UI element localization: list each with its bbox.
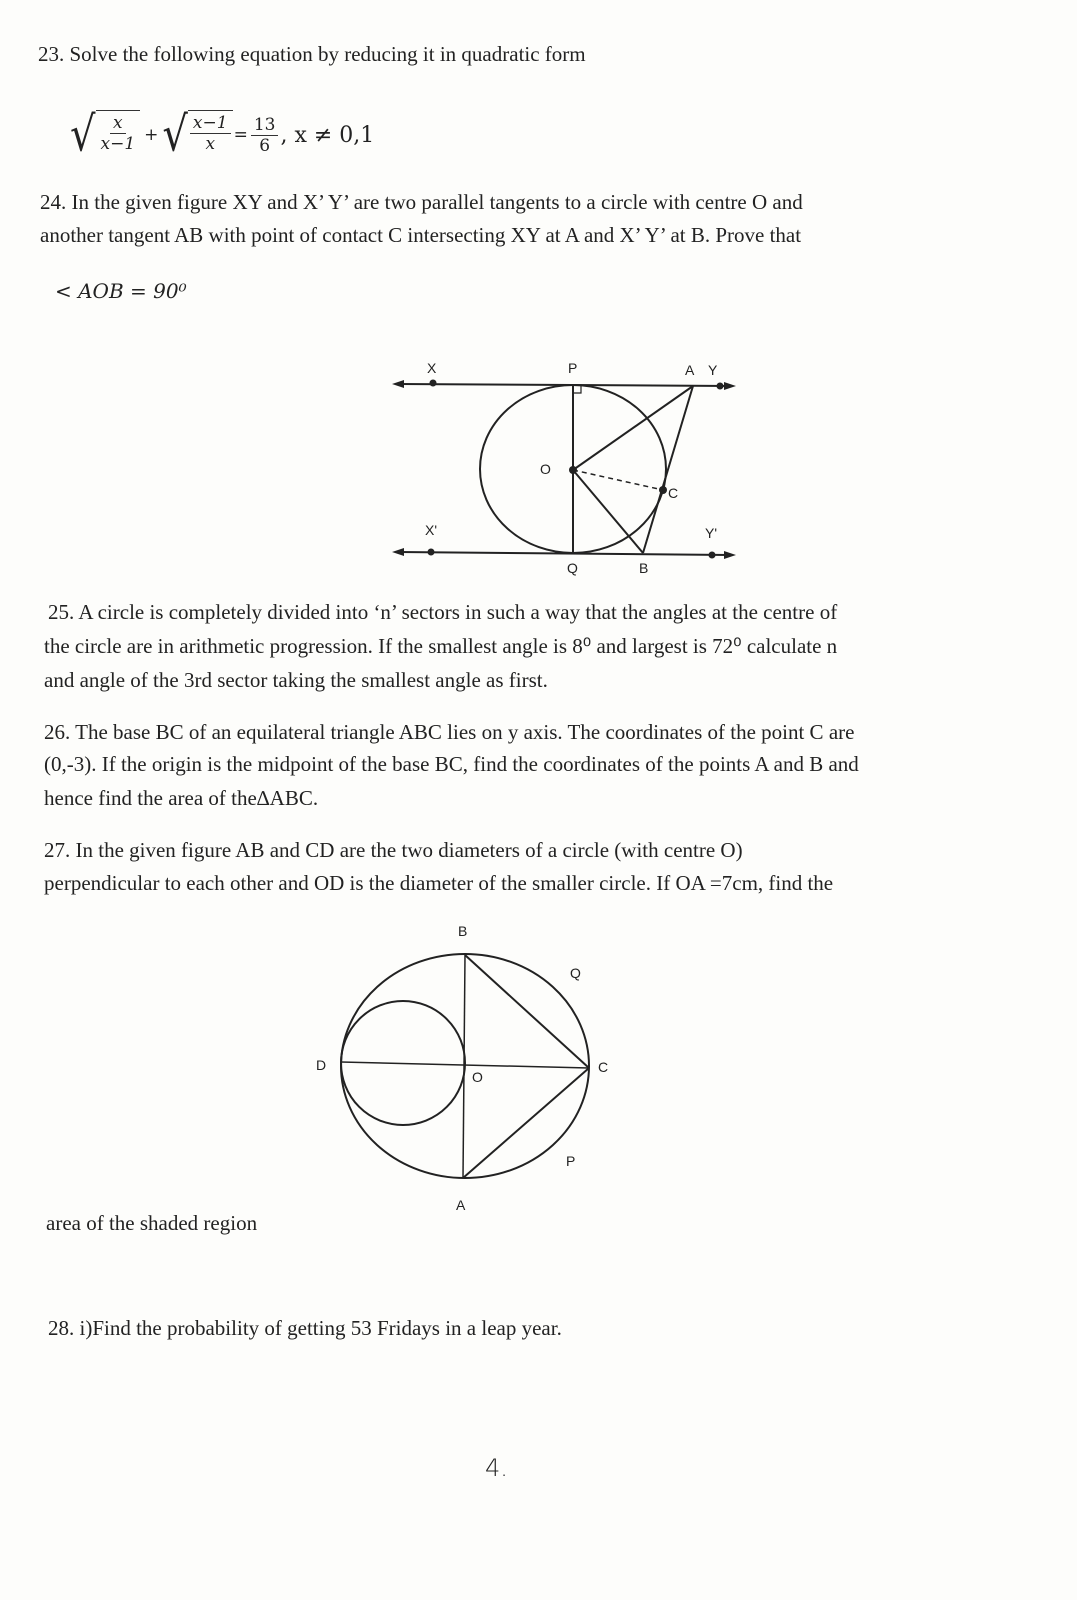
label-c: C (598, 1059, 609, 1075)
arrow-left-icon (392, 380, 404, 388)
arrow-right-icon (724, 551, 736, 559)
label-x: X (427, 360, 437, 376)
denominator: 6 (259, 135, 271, 156)
question-26-line2: (0,-3). If the origin is the midpoint of the base BC, find the coordinates of the points A and B and (44, 752, 859, 776)
question-27-line2: perpendicular to each other and OD is the diameter of the smaller circle. If OA =7cm, find the (44, 871, 834, 895)
sqrt-term-1: √ $\frac{x}{x-1}$ (70, 110, 140, 160)
plus-sign: + (144, 125, 159, 145)
arrow-left-icon (392, 548, 404, 556)
segment-oa (573, 386, 693, 470)
label-y: Y (708, 362, 718, 378)
question-26-line3: hence find the area of the∆ABC. (44, 786, 319, 810)
label-c: C (668, 485, 679, 501)
question-24-line1: 24. In the given figure XY and X’ Y’ are two parallel tangents to a circle with centre O and (40, 190, 803, 214)
numerator: 13 (251, 115, 279, 136)
arrow-right-icon (724, 382, 736, 390)
equals-sign: = (233, 125, 248, 145)
label-b: B (458, 923, 468, 939)
figure-tangents (0, 340, 1077, 590)
label-x-prime: X' (425, 522, 438, 538)
denominator: x (205, 134, 216, 154)
label-p: P (568, 360, 578, 376)
question-25-line2: the circle are in arithmetic progression. If the smallest angle is 8⁰ and largest is 72⁰ calculate n (44, 634, 838, 658)
denominator: x−1 (100, 134, 136, 154)
label-o: O (472, 1069, 483, 1085)
label-d: D (316, 1057, 327, 1073)
figure-circles (0, 915, 1077, 1215)
label-q: Q (567, 560, 578, 576)
equation-q23 (70, 100, 374, 170)
question-27-line1: 27. In the given figure AB and CD are the two diameters of a circle (with centre O) (44, 838, 743, 862)
segment-ob (573, 470, 643, 553)
page-number: 4. (485, 1454, 508, 1482)
condition: , x ≠ 0,1 (280, 122, 375, 148)
numerator: x (110, 113, 126, 134)
question-25-line1: 25. A circle is completely divided into ‘n’ sectors in such a way that the angles at the centre of (48, 600, 838, 624)
label-q: Q (570, 965, 581, 981)
diameter-ab (463, 955, 465, 1178)
question-26-line1: 26. The base BC of an equilateral triangle ABC lies on y axis. The coordinates of the point C are (44, 720, 855, 744)
question-25-line3: and angle of the 3rd sector taking the smallest angle as first. (44, 668, 548, 692)
tangent-ab (643, 386, 693, 553)
sqrt-term-2: √ $\frac{x-1}{x}$ (162, 110, 232, 160)
question-27-line3: area of the shaded region (46, 1211, 258, 1235)
question-28-text: 28. i)Find the probability of getting 53 Fridays in a leap year. (48, 1316, 562, 1340)
label-p: P (566, 1153, 576, 1169)
label-a: A (685, 362, 695, 378)
label-b: B (639, 560, 649, 576)
question-23-text: 23. Solve the following equation by reducing it in quadratic form (38, 42, 586, 66)
label-a: A (456, 1197, 466, 1213)
question-24-claim: < AOB = 90⁰ (55, 279, 187, 303)
label-o: O (540, 461, 551, 477)
label-y-prime: Y' (705, 525, 718, 541)
question-24-line2: another tangent AB with point of contact C intersecting XY at A and X’ Y’ at B. Prove that (40, 223, 802, 247)
rhs-fraction (251, 115, 279, 156)
numerator: x−1 (190, 113, 231, 134)
